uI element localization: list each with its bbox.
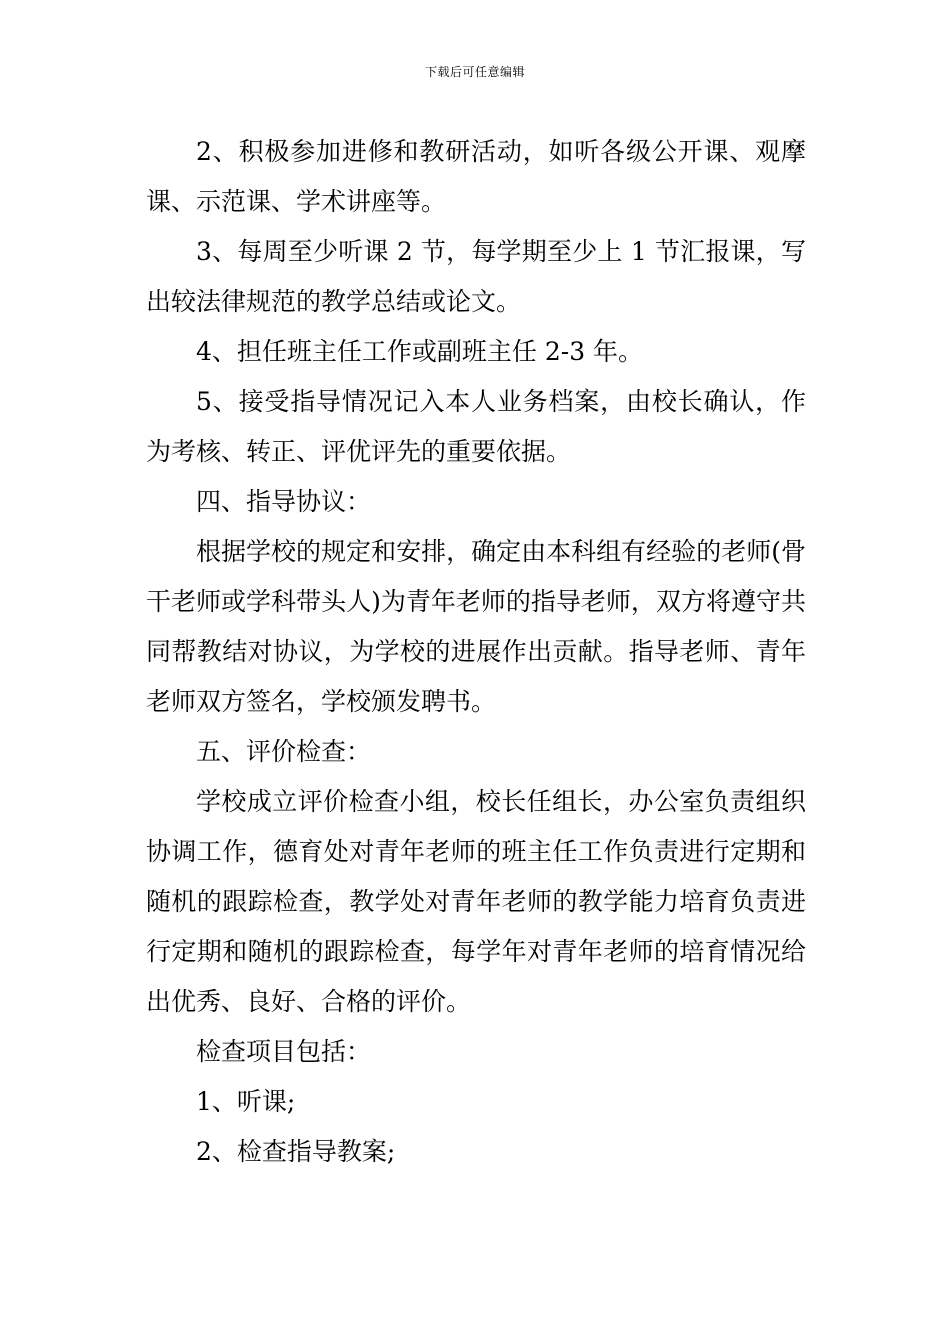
paragraph-guidance-agreement: 根据学校的规定和安排，确定由本科组有经验的老师(骨干老师或学科带头人)为青年老师的指导老师，双方将遵守共同帮教结对协议，为学校的进展作出贡献。指导老师、青年老师双方签名，学校颁发聘书。: [146, 537, 806, 716]
paragraph-item-3: 3、每周至少听课 2 节，每学期至少上 1 节汇报课，写出较法律规范的教学总结或论文。: [146, 237, 806, 316]
section-heading-evaluation: 五、评价检查：: [196, 737, 372, 766]
checklist-item-1: 1、听课;: [196, 1087, 296, 1116]
page-header-note: 下载后可任意编辑: [424, 65, 525, 79]
paragraph-evaluation: 学校成立评价检查小组，校长任组长，办公室负责组织协调工作，德育处对青年老师的班主任工作负责进行定期和随机的跟踪检查，教学处对青年老师的教学能力培育负责进行定期和随机的跟踪检查，每学年对青年老师的培育情况给出优秀、良好、合格的评价。: [146, 787, 806, 1016]
checklist-item-2: 2、检查指导教案;: [196, 1137, 396, 1166]
checklist-intro: 检查项目包括：: [196, 1037, 372, 1066]
paragraph-item-4: 4、担任班主任工作或副班主任 2-3 年。: [196, 337, 644, 366]
section-heading-guidance-agreement: 四、指导协议：: [196, 487, 372, 516]
paragraph-item-2: 2、积极参加进修和教研活动，如听各级公开课、观摩课、示范课、学术讲座等。: [146, 137, 806, 216]
document-body: [146, 127, 806, 1177]
paragraph-item-5: 5、接受指导情况记入本人业务档案，由校长确认，作为考核、转正、评优评先的重要依据。: [146, 387, 806, 466]
